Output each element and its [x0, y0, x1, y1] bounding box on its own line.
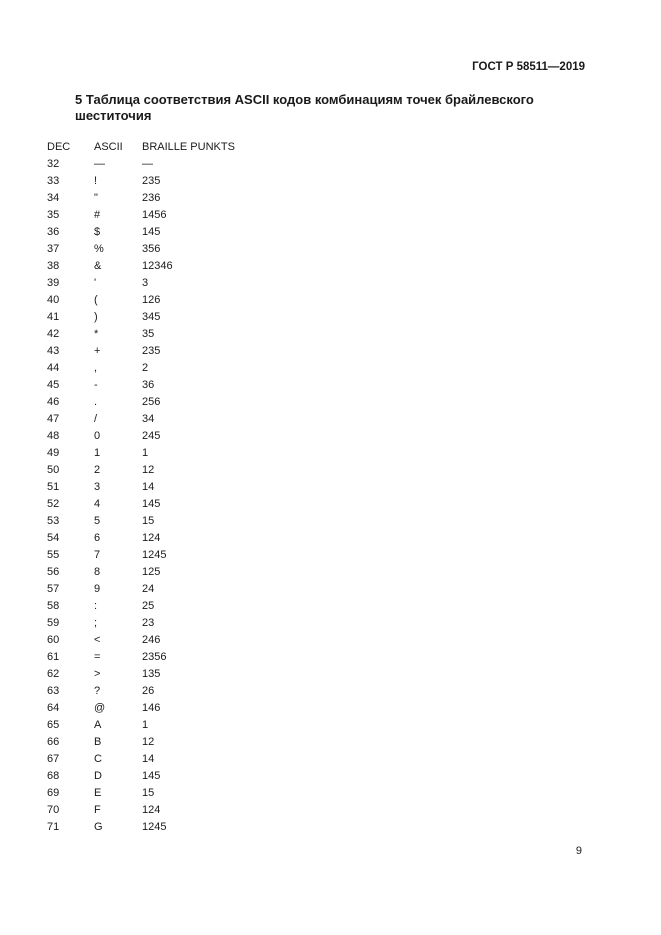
table-row	[47, 190, 292, 207]
cell-dec: 34	[47, 192, 60, 204]
cell-dec: 67	[47, 753, 60, 765]
table-row	[47, 683, 292, 700]
cell-dec: 58	[47, 600, 60, 612]
table-row	[47, 700, 292, 717]
cell-ascii: @	[94, 702, 106, 714]
cell-braille: 235	[142, 175, 161, 187]
table-row	[47, 768, 292, 785]
cell-dec: 40	[47, 294, 60, 306]
cell-dec: 32	[47, 158, 60, 170]
cell-dec: 69	[47, 787, 60, 799]
table-row	[47, 547, 292, 564]
cell-braille: 35	[142, 328, 155, 340]
table-row	[47, 785, 292, 802]
cell-braille: 126	[142, 294, 161, 306]
table-row	[47, 377, 292, 394]
cell-ascii: "	[94, 192, 98, 204]
table-row	[47, 292, 292, 309]
cell-ascii: -	[94, 379, 98, 391]
table-row	[47, 224, 292, 241]
cell-braille: —	[142, 158, 153, 170]
cell-braille: 246	[142, 634, 161, 646]
cell-ascii: C	[94, 753, 102, 765]
table-row	[47, 615, 292, 632]
cell-braille: 356	[142, 243, 161, 255]
table-row	[47, 394, 292, 411]
cell-braille: 235	[142, 345, 161, 357]
table-row	[47, 513, 292, 530]
cell-ascii: :	[94, 600, 98, 612]
cell-dec: 41	[47, 311, 60, 323]
cell-dec: 50	[47, 464, 60, 476]
cell-braille: 2	[142, 362, 149, 374]
table-row	[47, 598, 292, 615]
cell-ascii: ;	[94, 617, 98, 629]
cell-dec: 68	[47, 770, 60, 782]
cell-ascii: !	[94, 175, 98, 187]
table-row	[47, 819, 292, 836]
cell-dec: 59	[47, 617, 60, 629]
cell-ascii: >	[94, 668, 101, 680]
table-row	[47, 564, 292, 581]
cell-dec: 52	[47, 498, 60, 510]
cell-dec: 47	[47, 413, 60, 425]
cell-dec: 51	[47, 481, 60, 493]
section-title: 5 Таблица соответствия ASCII кодов комбинациям точек брайлевского шеститочия	[75, 92, 534, 123]
cell-braille: 236	[142, 192, 161, 204]
cell-braille: 24	[142, 583, 155, 595]
table-row	[47, 462, 292, 479]
cell-braille: 145	[142, 498, 161, 510]
cell-braille: 256	[142, 396, 161, 408]
cell-dec: 48	[47, 430, 60, 442]
cell-ascii: 1	[94, 447, 101, 459]
table-row	[47, 632, 292, 649]
table-row	[47, 309, 292, 326]
table-row	[47, 326, 292, 343]
table-row	[47, 530, 292, 547]
cell-ascii: A	[94, 719, 102, 731]
cell-braille: 3	[142, 277, 149, 289]
cell-braille: 14	[142, 753, 155, 765]
cell-braille: 12	[142, 736, 155, 748]
cell-braille: 15	[142, 787, 155, 799]
cell-braille: 1456	[142, 209, 167, 221]
cell-dec: 42	[47, 328, 60, 340]
cell-ascii: G	[94, 821, 103, 833]
cell-braille: 1245	[142, 549, 167, 561]
cell-braille: 12346	[142, 260, 173, 272]
cell-dec: 38	[47, 260, 60, 272]
cell-ascii: D	[94, 770, 102, 782]
table-row	[47, 411, 292, 428]
table-row	[47, 751, 292, 768]
cell-dec: 43	[47, 345, 60, 357]
cell-braille: 145	[142, 226, 161, 238]
cell-braille: 146	[142, 702, 161, 714]
cell-ascii: &	[94, 260, 102, 272]
table-row	[47, 360, 292, 377]
cell-braille: 245	[142, 430, 161, 442]
table-row	[47, 649, 292, 666]
cell-dec: 64	[47, 702, 60, 714]
cell-dec: 45	[47, 379, 60, 391]
cell-ascii: <	[94, 634, 101, 646]
cell-ascii: 4	[94, 498, 101, 510]
cell-braille: 1	[142, 719, 149, 731]
cell-dec: 66	[47, 736, 60, 748]
cell-dec: 56	[47, 566, 60, 578]
table-row	[47, 173, 292, 190]
cell-dec: 36	[47, 226, 60, 238]
cell-ascii: 8	[94, 566, 101, 578]
cell-dec: 55	[47, 549, 60, 561]
table-row	[47, 734, 292, 751]
cell-dec: 53	[47, 515, 60, 527]
cell-dec: 57	[47, 583, 60, 595]
table-row	[47, 343, 292, 360]
cell-braille: 26	[142, 685, 155, 697]
cell-dec: 46	[47, 396, 60, 408]
cell-ascii: .	[94, 396, 98, 408]
cell-dec: 39	[47, 277, 60, 289]
cell-ascii: E	[94, 787, 102, 799]
cell-braille: 135	[142, 668, 161, 680]
cell-braille: 36	[142, 379, 155, 391]
cell-ascii: —	[94, 158, 105, 170]
cell-braille: 12	[142, 464, 155, 476]
cell-dec: 35	[47, 209, 60, 221]
column-header-braille: BRAILLE PUNKTS	[142, 141, 235, 153]
table-row	[47, 428, 292, 445]
table-row	[47, 666, 292, 683]
cell-braille: 124	[142, 532, 161, 544]
cell-braille: 14	[142, 481, 155, 493]
table-row	[47, 445, 292, 462]
cell-braille: 2356	[142, 651, 167, 663]
cell-braille: 1245	[142, 821, 167, 833]
cell-dec: 62	[47, 668, 60, 680]
cell-ascii: (	[94, 294, 98, 306]
table-row	[47, 479, 292, 496]
cell-dec: 33	[47, 175, 60, 187]
cell-ascii: =	[94, 651, 101, 663]
table-row	[47, 802, 292, 819]
document-code: ГОСТ Р 58511—2019	[472, 61, 585, 73]
column-header-ascii: ASCII	[94, 141, 123, 153]
cell-ascii: 3	[94, 481, 101, 493]
table-row	[47, 275, 292, 292]
table-row	[47, 258, 292, 275]
cell-braille: 345	[142, 311, 161, 323]
cell-ascii: 6	[94, 532, 101, 544]
cell-ascii: 7	[94, 549, 101, 561]
cell-dec: 44	[47, 362, 60, 374]
cell-braille: 145	[142, 770, 161, 782]
cell-ascii: $	[94, 226, 101, 238]
table-row	[47, 581, 292, 598]
cell-braille: 23	[142, 617, 155, 629]
ascii-braille-table	[47, 139, 292, 836]
cell-ascii: ?	[94, 685, 101, 697]
column-header-dec: DEC	[47, 141, 71, 153]
cell-dec: 71	[47, 821, 60, 833]
cell-dec: 60	[47, 634, 60, 646]
cell-ascii: %	[94, 243, 104, 255]
table-row	[47, 207, 292, 224]
cell-ascii: 0	[94, 430, 101, 442]
cell-ascii: F	[94, 804, 101, 816]
table-row	[47, 156, 292, 173]
cell-ascii: ,	[94, 362, 98, 374]
cell-ascii: )	[94, 311, 98, 323]
cell-dec: 63	[47, 685, 60, 697]
cell-ascii: '	[94, 277, 97, 289]
cell-dec: 65	[47, 719, 60, 731]
cell-dec: 70	[47, 804, 60, 816]
cell-dec: 61	[47, 651, 60, 663]
cell-braille: 25	[142, 600, 155, 612]
cell-braille: 34	[142, 413, 155, 425]
page-number: 9	[575, 845, 582, 857]
cell-dec: 54	[47, 532, 60, 544]
cell-ascii: /	[94, 413, 98, 425]
cell-ascii: +	[94, 345, 101, 357]
table-row	[47, 717, 292, 734]
cell-braille: 15	[142, 515, 155, 527]
table-body	[47, 156, 292, 836]
table-row	[47, 496, 292, 513]
cell-ascii: #	[94, 209, 101, 221]
cell-braille: 125	[142, 566, 161, 578]
cell-ascii: B	[94, 736, 102, 748]
cell-ascii: 2	[94, 464, 101, 476]
table-row	[47, 241, 292, 258]
cell-braille: 124	[142, 804, 161, 816]
cell-braille: 1	[142, 447, 149, 459]
cell-dec: 49	[47, 447, 60, 459]
cell-ascii: 5	[94, 515, 101, 527]
cell-ascii: 9	[94, 583, 101, 595]
table-header-row	[47, 139, 292, 156]
cell-dec: 37	[47, 243, 60, 255]
cell-ascii: *	[94, 328, 99, 340]
